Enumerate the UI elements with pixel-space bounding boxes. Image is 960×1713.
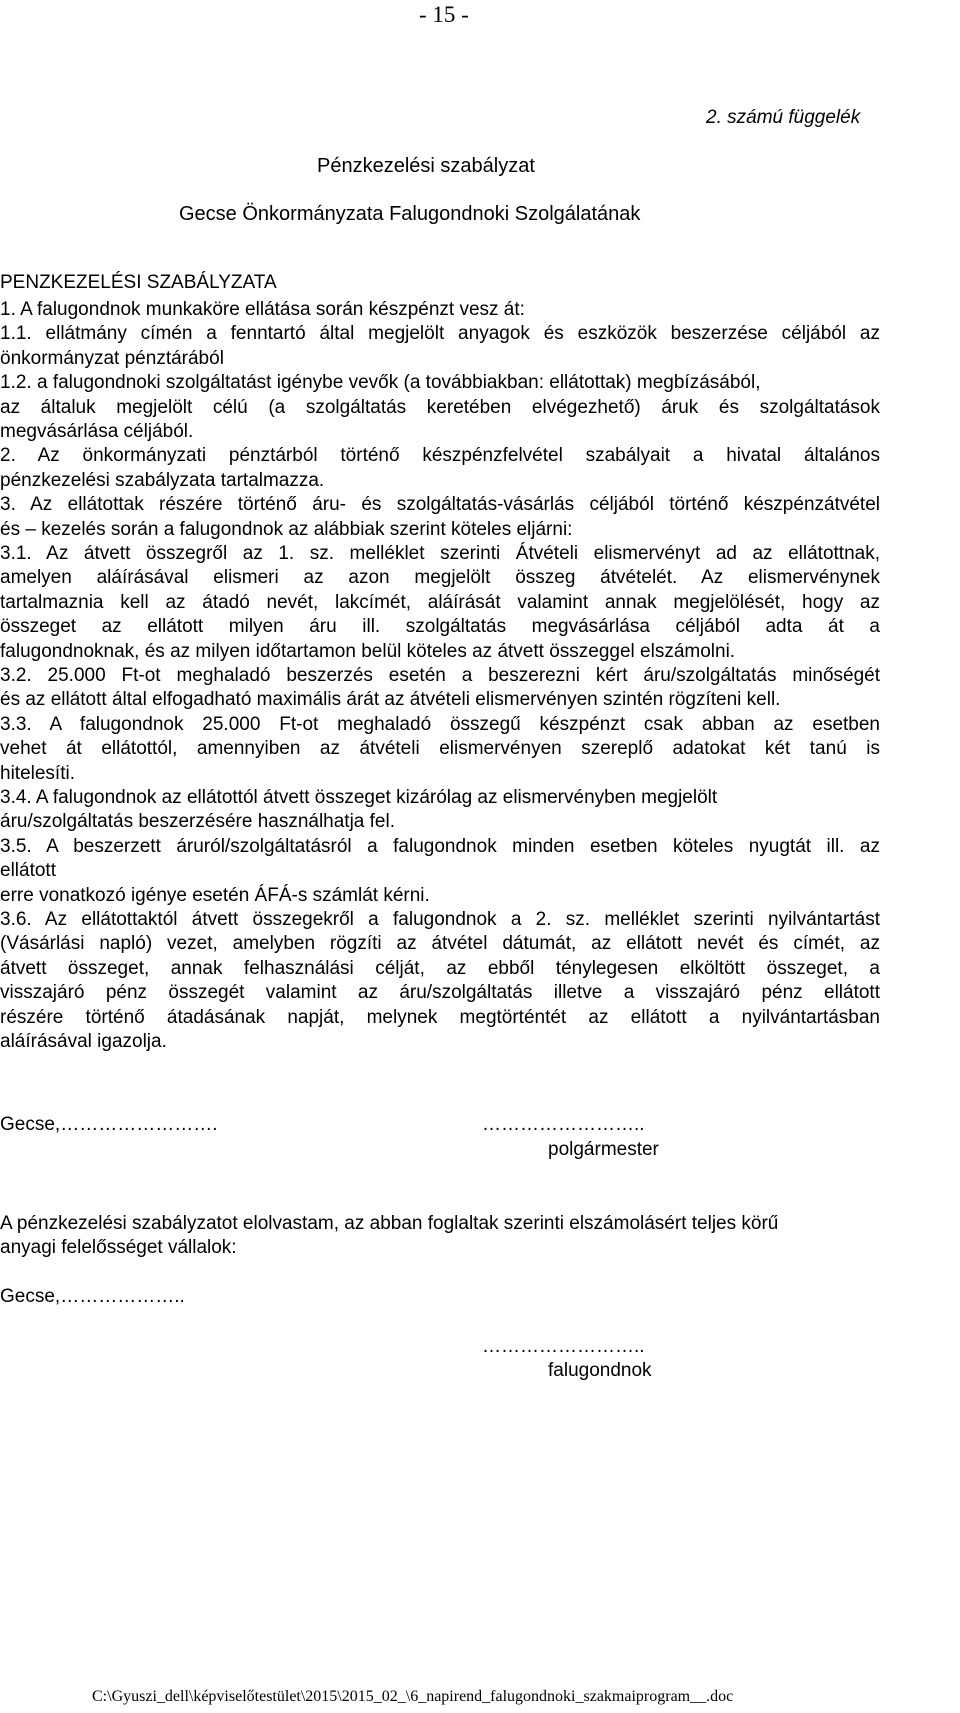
body-line: amelyen aláírásával elismeri az azon megjelölt összeg átvételét. Az elismervénynek — [0, 567, 880, 589]
body-line: és – kezelés során a falugondnok az alábbiak szerint köteles eljárni: — [0, 518, 573, 540]
signature-mayor-place-date: Gecse,……………………. — [0, 1114, 218, 1135]
appendix-label: 2. számú függelék — [706, 107, 861, 128]
signature-caretaker-line: …………………….. — [482, 1336, 645, 1357]
body-line: az általuk megjelölt célú (a szolgáltatás keretében elvégezhető) áruk és szolgáltatások — [0, 396, 880, 418]
page-number: - 15 - — [419, 2, 469, 27]
document-title: Pénzkezelési szabályzat — [317, 155, 535, 177]
body-line: 3.3. A falugondnok 25.000 Ft-ot meghaladó összegű készpénzt csak abban az esetben — [0, 713, 880, 735]
declaration-line-2: anyagi felelősséget vállalok: — [0, 1237, 237, 1258]
body-line: megvásárlása céljából. — [0, 421, 194, 442]
body-line: 1.1. ellátmány címén a fenntartó által megjelölt anyagok és eszközök beszerzése céljából az — [0, 323, 880, 345]
body-line: erre vonatkozó igénye esetén ÁFÁ-s számlát kérni. — [0, 884, 430, 906]
body-line: visszajáró pénz összegét valamint az áru/szolgáltatás illetve a visszajáró pénz ellátott — [0, 982, 880, 1004]
body-line: önkormányzat pénztárából — [0, 347, 224, 369]
document-subtitle: Gecse Önkormányzata Falugondnoki Szolgálatának — [179, 203, 641, 225]
body-line: 3.6. Az ellátottaktól átvett összegekről a falugondnok a 2. sz. melléklet szerinti nyilvántartást — [0, 909, 880, 930]
body-line: összeget az ellátott milyen áru ill. szolgáltatás megvásárlása céljából adta át a — [0, 616, 880, 638]
body-line: pénzkezelési szabályzata tartalmazza. — [0, 469, 325, 491]
signature-caretaker-role: falugondnok — [548, 1360, 652, 1381]
body-line: aláírásával igazolja. — [0, 1031, 167, 1052]
body-line: 3.2. 25.000 Ft-ot meghaladó beszerzés esetén a beszerezni kért áru/szolgáltatás minőségét — [0, 665, 880, 686]
signature-mayor-role: polgármester — [548, 1139, 659, 1160]
body-line: tartalmaznia kell az átadó nevét, lakcímét, aláírását valamint annak megjelölését, hogy az — [0, 591, 880, 613]
declaration-line-1: A pénzkezelési szabályzatot elolvastam, az abban foglaltak szerinti elszámolásért teljes körű — [0, 1213, 779, 1234]
signature-caretaker-place-date: Gecse,……………….. — [0, 1286, 185, 1307]
body-line: és az ellátott által elfogadható maximális árát az átvételi elismervényen szintén rögzíteni kell. — [0, 689, 781, 711]
body-line: 1.2. a falugondnoki szolgáltatást igénybe vevők (a továbbiakban: ellátottak) megbízásából, — [0, 372, 761, 394]
body-line: 1. A falugondnok munkaköre ellátása során készpénzt vesz át: — [0, 299, 525, 320]
body-line: részére történő átadásának napját, melynek megtörténtét az ellátott a nyilvántartásban — [0, 1006, 880, 1028]
body-line: 3.5. A beszerzett áruról/szolgáltatásról a falugondnok minden esetben köteles nyugtát ill. az — [0, 835, 880, 857]
signature-mayor-line: …………………….. — [482, 1114, 645, 1135]
body-line: 3. Az ellátottak részére történő áru- és szolgáltatás-vásárlás céljából történő készpénzátvétel — [0, 494, 880, 516]
body-line: falugondnoknak, és az milyen időtartamon belül köteles az átvett összeggel elszámolni. — [0, 640, 736, 662]
footer-file-path: C:\Gyuszi_dell\képviselőtestület\2015\2015_02_\6_napirend_falugondnoki_szakmaiprogram__.doc — [92, 1688, 734, 1705]
body-line: ellátott — [0, 860, 56, 882]
body-line: (Vásárlási napló) vezet, amelyben rögzíti az átvétel dátumát, az ellátott nevét és címét, az — [0, 933, 880, 955]
body-line: vehet át ellátottól, amennyiben az átvételi elismervényen szereplő adatokat két tanú is — [0, 738, 880, 760]
body-line: átvett összeget, annak felhasználási célját, az ebből ténylegesen elköltött összeget, a — [0, 957, 880, 979]
body-line: 2. Az önkormányzati pénztárból történő készpénzfelvétel szabályait a hivatal általános — [0, 445, 880, 467]
body-line: áru/szolgáltatás beszerzésére használhatja fel. — [0, 811, 396, 833]
body-line: 3.4. A falugondnok az ellátottól átvett összeget kizárólag az elismervényben megjelölt — [0, 787, 718, 808]
body-line: hitelesíti. — [0, 762, 75, 784]
body-line: 3.1. Az átvett összegről az 1. sz. melléklet szerinti Átvételi elismervényt ad az ellátottnak, — [0, 543, 880, 564]
